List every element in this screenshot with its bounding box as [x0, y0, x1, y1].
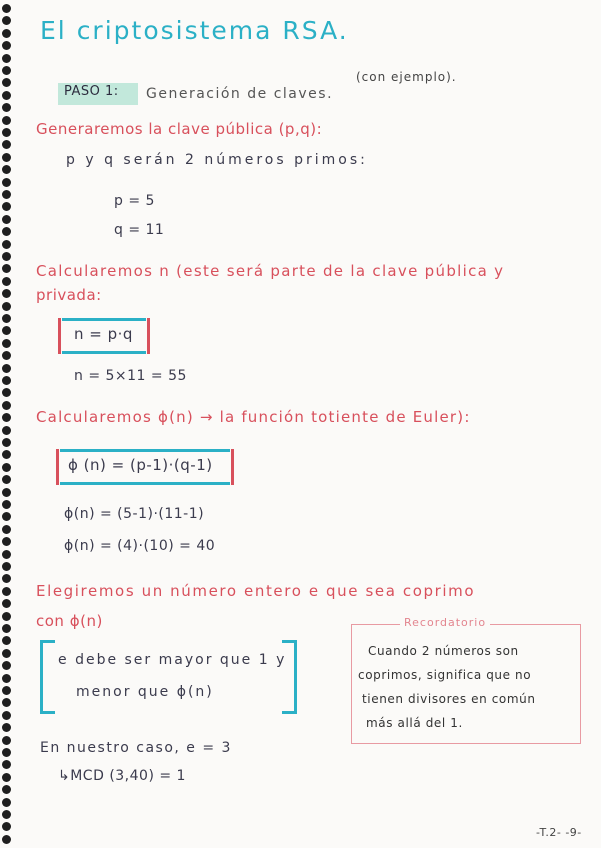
- spiral-hole: [2, 401, 11, 410]
- spiral-hole: [2, 29, 11, 38]
- spiral-hole: [2, 835, 11, 844]
- spiral-hole: [2, 686, 11, 695]
- spiral-hole: [2, 463, 11, 472]
- spiral-hole: [2, 128, 11, 137]
- mcd-check: ↳MCD (3,40) = 1: [58, 768, 186, 784]
- spiral-hole: [2, 525, 11, 534]
- spiral-hole: [2, 252, 11, 261]
- section4-heading-2: con ϕ(n): [36, 612, 103, 630]
- spiral-hole: [2, 364, 11, 373]
- spiral-hole: [2, 636, 11, 645]
- spiral-hole: [2, 153, 11, 162]
- spiral-hole: [2, 711, 11, 720]
- reminder-line-3: tienen divisores en común: [362, 692, 536, 706]
- formula-n: n = p·q: [74, 325, 133, 343]
- spiral-hole: [2, 500, 11, 509]
- reminder-line-2: coprimos, significa que no: [358, 668, 532, 682]
- section3-heading: Calcularemos ϕ(n) → la función totiente de Euler):: [36, 408, 471, 426]
- spiral-hole: [2, 215, 11, 224]
- page-number: -T.2- -9-: [536, 826, 582, 839]
- spiral-hole: [2, 810, 11, 819]
- spiral-hole: [2, 264, 11, 273]
- spiral-hole: [2, 773, 11, 782]
- spiral-hole: [2, 351, 11, 360]
- spiral-hole: [2, 413, 11, 422]
- spiral-hole: [2, 277, 11, 286]
- p-value: p = 5: [114, 193, 155, 209]
- spiral-hole: [2, 66, 11, 75]
- section4-heading-1: Elegiremos un número entero e que sea coprimo: [36, 582, 476, 600]
- section2-heading-2: privada:: [36, 286, 102, 304]
- spiral-hole: [2, 587, 11, 596]
- spiral-hole: [2, 512, 11, 521]
- spiral-hole: [2, 748, 11, 757]
- spiral-hole: [2, 612, 11, 621]
- spiral-hole: [2, 674, 11, 683]
- spiral-hole: [2, 103, 11, 112]
- spiral-binding: [0, 0, 14, 848]
- spiral-hole: [2, 289, 11, 298]
- example-phi-2: ϕ(n) = (4)·(10) = 40: [64, 538, 216, 554]
- step-label: PASO 1:: [64, 84, 119, 99]
- spiral-hole: [2, 599, 11, 608]
- spiral-hole: [2, 16, 11, 25]
- spiral-hole: [2, 227, 11, 236]
- spiral-hole: [2, 475, 11, 484]
- spiral-hole: [2, 624, 11, 633]
- example-n: n = 5×11 = 55: [74, 368, 187, 384]
- spiral-hole: [2, 661, 11, 670]
- spiral-hole: [2, 450, 11, 459]
- spiral-hole: [2, 116, 11, 125]
- spiral-hole: [2, 376, 11, 385]
- section1-line: p y q serán 2 números primos:: [66, 152, 368, 168]
- spiral-hole: [2, 562, 11, 571]
- subtitle-note: (con ejemplo).: [356, 70, 457, 84]
- spiral-hole: [2, 178, 11, 187]
- q-value: q = 11: [114, 222, 165, 238]
- spiral-hole: [2, 723, 11, 732]
- example-phi-1: ϕ(n) = (5-1)·(11-1): [64, 506, 205, 522]
- spiral-hole: [2, 649, 11, 658]
- formula-phi: ϕ (n) = (p-1)·(q-1): [68, 456, 213, 474]
- step-text: Generación de claves.: [146, 86, 334, 102]
- bracket-left: [40, 640, 55, 714]
- spiral-hole: [2, 339, 11, 348]
- spiral-hole: [2, 550, 11, 559]
- spiral-hole: [2, 822, 11, 831]
- spiral-hole: [2, 798, 11, 807]
- page-title: El criptosistema RSA.: [40, 16, 349, 45]
- spiral-hole: [2, 736, 11, 745]
- spiral-hole: [2, 574, 11, 583]
- case-e: En nuestro caso, e = 3: [40, 740, 232, 756]
- spiral-hole: [2, 302, 11, 311]
- spiral-hole: [2, 326, 11, 335]
- section2-heading-1: Calcularemos n (este será parte de la clave pública y: [36, 262, 505, 280]
- spiral-hole: [2, 41, 11, 50]
- spiral-hole: [2, 140, 11, 149]
- spiral-hole: [2, 165, 11, 174]
- condition-line-1: e debe ser mayor que 1 y: [58, 652, 287, 668]
- spiral-hole: [2, 426, 11, 435]
- reminder-label: Recordatorio: [400, 616, 490, 629]
- spiral-hole: [2, 314, 11, 323]
- reminder-line-1: Cuando 2 números son: [368, 644, 519, 658]
- spiral-hole: [2, 240, 11, 249]
- section1-heading: Generaremos la clave pública (p,q):: [36, 120, 323, 138]
- spiral-hole: [2, 760, 11, 769]
- condition-line-2: menor que ϕ(n): [76, 684, 214, 700]
- spiral-hole: [2, 190, 11, 199]
- spiral-hole: [2, 202, 11, 211]
- spiral-hole: [2, 54, 11, 63]
- spiral-hole: [2, 78, 11, 87]
- spiral-hole: [2, 698, 11, 707]
- spiral-hole: [2, 488, 11, 497]
- spiral-hole: [2, 537, 11, 546]
- spiral-hole: [2, 4, 11, 13]
- spiral-hole: [2, 91, 11, 100]
- spiral-hole: [2, 388, 11, 397]
- reminder-line-4: más allá del 1.: [366, 716, 463, 730]
- spiral-hole: [2, 785, 11, 794]
- spiral-hole: [2, 438, 11, 447]
